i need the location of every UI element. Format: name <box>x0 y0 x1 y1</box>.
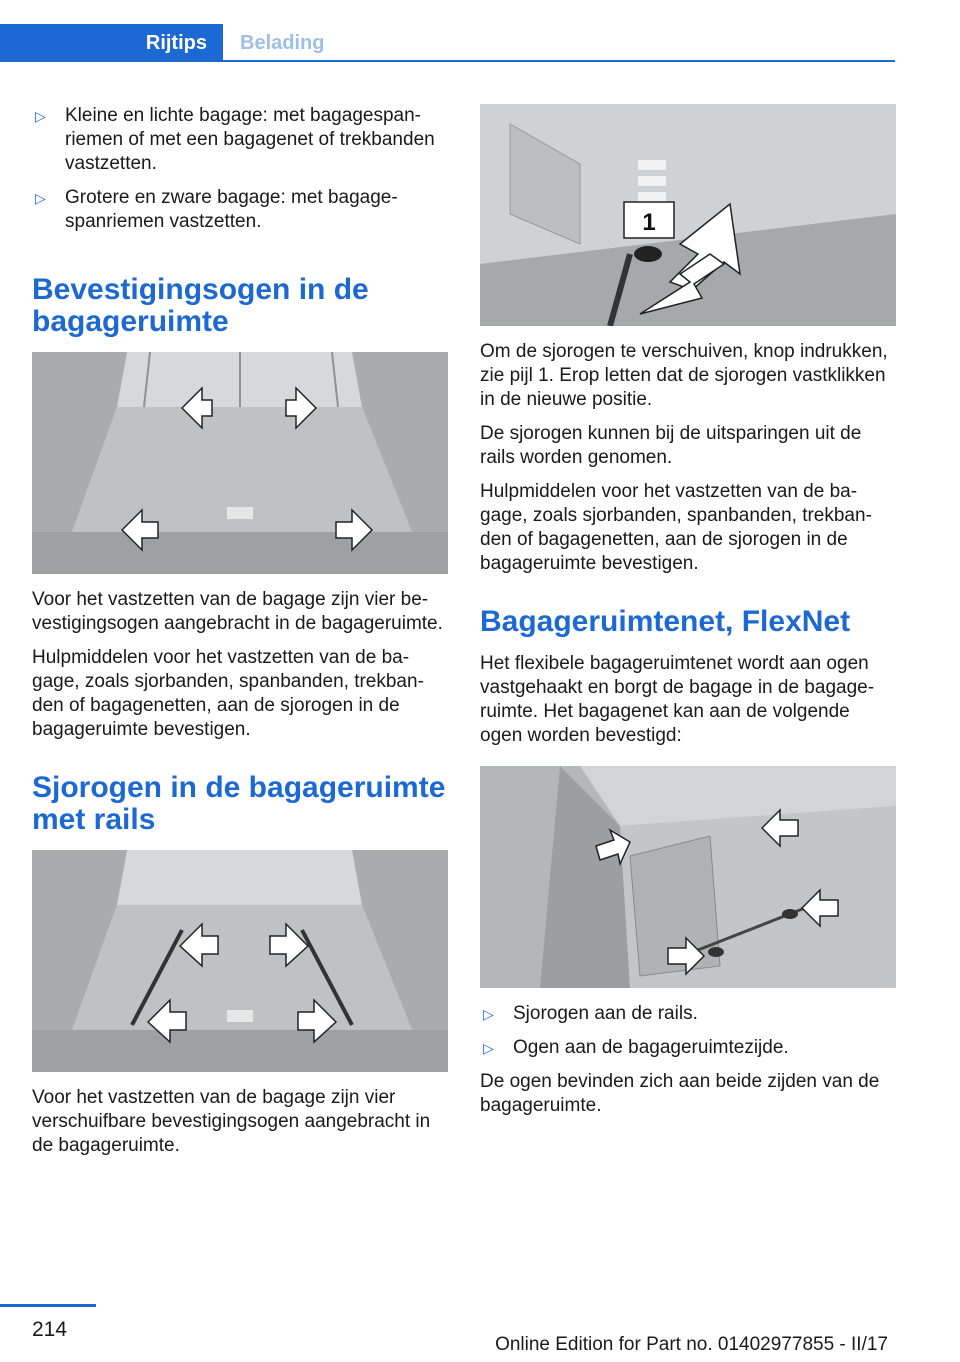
paragraph: Om de sjorogen te verschuiven, knop indrukken, zie pijl 1. Erop letten dat de sjorogen vastklikken in de nieuwe positie. <box>480 341 888 410</box>
paragraph: De ogen bevinden zich aan beide zijden van de bagageruimte. <box>480 1071 880 1116</box>
list-item-text: Ogen aan de bagageruimtezijde. <box>513 1037 789 1058</box>
tab-rijtips[interactable]: Rijtips <box>0 24 223 62</box>
list-item <box>32 104 448 176</box>
section-title-sjorogen-rails: Sjorogen in de bagageruimte met rails <box>32 771 446 836</box>
left-column <box>32 104 448 1168</box>
figure-trunk-rails <box>32 850 448 1072</box>
list-item-text: Grotere en zware bagage: met bagagespanriemen vastzetten. <box>65 187 398 232</box>
list-item <box>32 186 448 234</box>
section-title-bevestigingsogen: Bevestigingsogen in de bagageruimte <box>32 273 369 338</box>
list-item <box>480 1002 896 1026</box>
section-title-flexnet: Bagageruimtenet, FlexNet <box>480 605 851 638</box>
list-item-text: Sjorogen aan de rails. <box>513 1003 698 1024</box>
paragraph: Voor het vastzetten van de bagage zijn vier bevestigingsogen aangebracht in de bagageruimte. <box>32 589 443 634</box>
paragraph: Hulpmiddelen voor het vastzetten van de bagage, zoals sjorbanden, spanbanden, trekbanden of bagagenetten, aan de sjorogen in de bagageruimte bevestigen. <box>480 481 872 574</box>
triangle-right-icon: ▷ <box>35 108 46 124</box>
page-number: 214 <box>32 1318 68 1341</box>
tab-belading[interactable]: Belading <box>240 31 325 54</box>
edition-note: Online Edition for Part no. 01402977855 - II/17 <box>495 1334 888 1355</box>
triangle-right-icon: ▷ <box>483 1040 494 1056</box>
triangle-right-icon: ▷ <box>35 190 46 206</box>
figure-trunk-tie-downs <box>32 352 448 574</box>
list-item <box>480 1036 896 1060</box>
paragraph: Hulpmiddelen voor het vastzetten van de bagage, zoals sjorbanden, spanbanden, trekbanden of bagagenetten, aan de sjorogen in de bagageruimte bevestigen. <box>32 647 424 740</box>
right-column <box>480 104 896 1128</box>
paragraph: De sjorogen kunnen bij de uitsparingen uit de rails worden genomen. <box>480 423 862 468</box>
header-tabbar <box>0 24 895 62</box>
paragraph: Voor het vastzetten van de bagage zijn vier verschuifbare bevestigingsogen aangebracht in de bagageruimte. <box>32 1087 431 1156</box>
figure-flexnet-eyes <box>480 766 896 988</box>
footer-accent-line <box>0 1304 96 1307</box>
paragraph: Het flexibele bagageruimtenet wordt aan ogen vastgehaakt en borgt de bagage in de bagageruimte. Het bagagenet kan aan de volgende ogen worden bevestigd: <box>480 653 875 746</box>
figure-rail-button <box>480 104 896 326</box>
figure-callout-number: 1 <box>642 209 656 236</box>
triangle-right-icon: ▷ <box>483 1006 494 1022</box>
list-item-text: Kleine en lichte bagage: met bagagespanriemen of met een bagagenet of trekbanden vastzetten. <box>65 105 435 174</box>
